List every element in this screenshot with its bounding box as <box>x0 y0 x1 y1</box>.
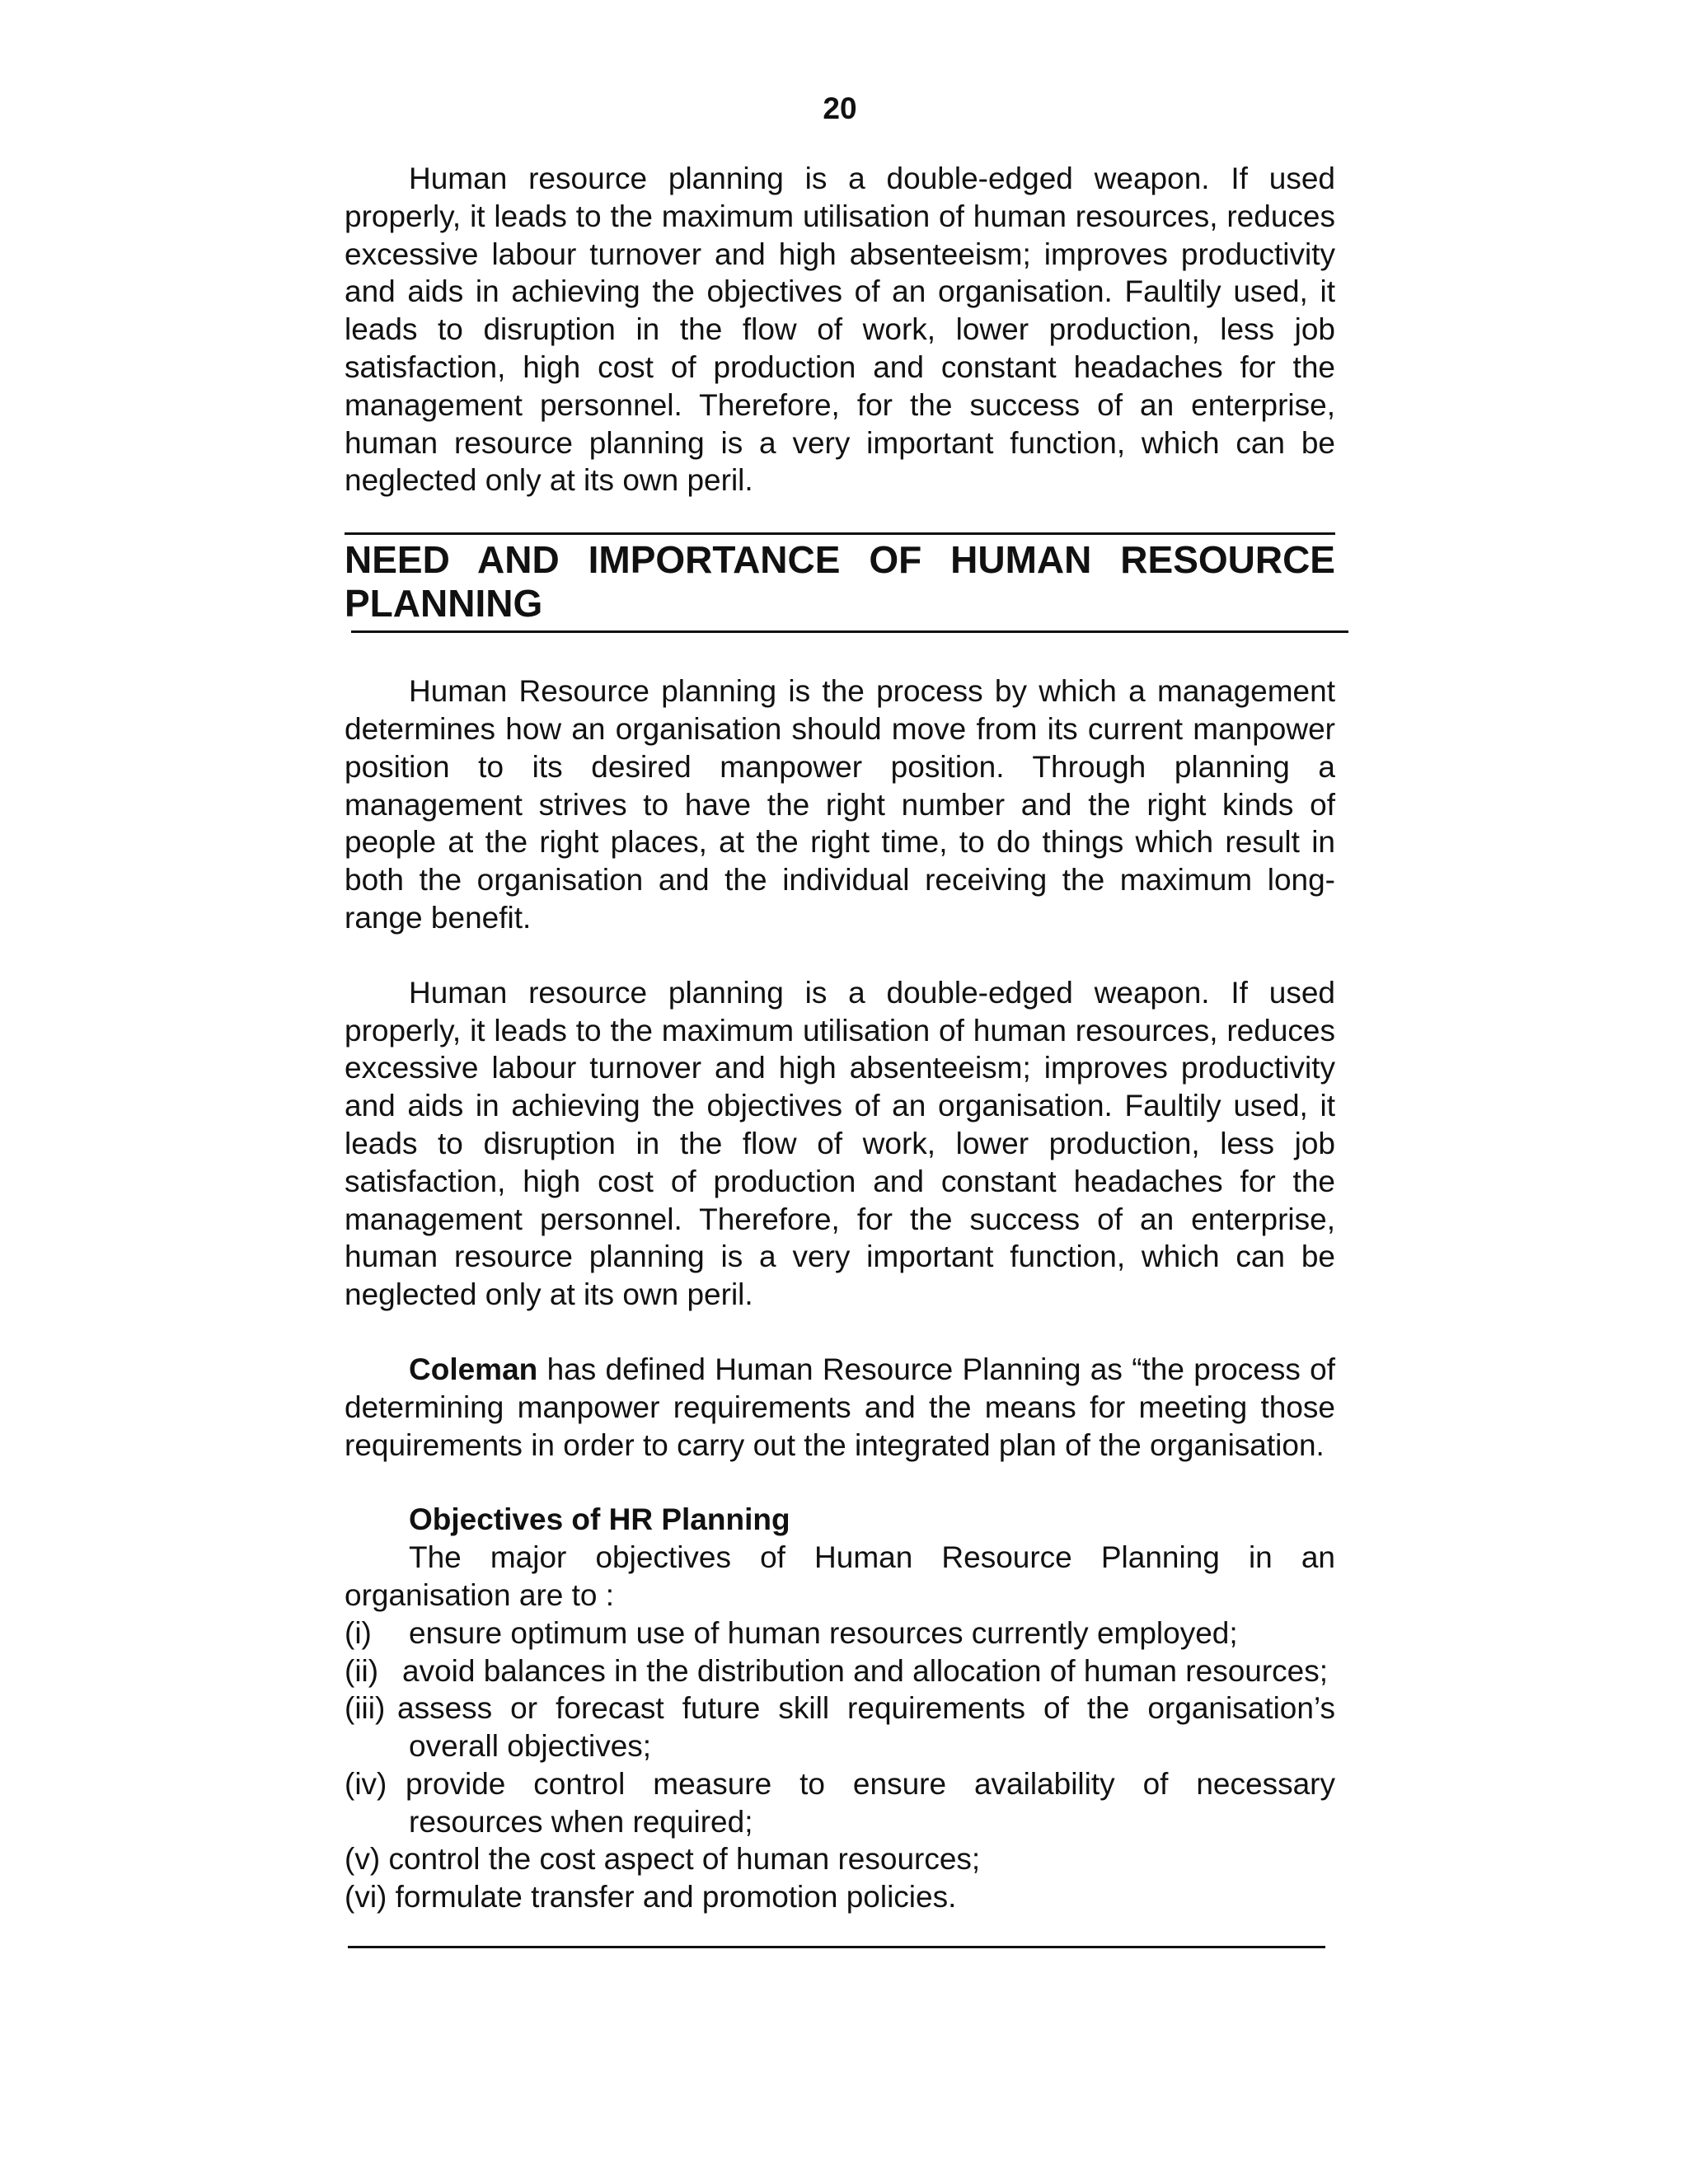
coleman-text: has defined Human Resource Planning as “the process of determining manpower requirements and the means for meeting those requirements in order to carry out the integrated plan of the organisation. <box>345 1352 1335 1462</box>
objective-item <box>345 1840 1335 1878</box>
paragraph-double-edged-weapon: Human resource planning is a double-edged weapon. If used properly, it leads to the maximum utilisation of human resources, reduces excessive labour turnover and high absenteeism; improves productivity and aids in achieving the objectives of an organisation. Faultily used, it leads to disruption in the flow of work, lower production, less job satisfaction, high cost of production and constant headaches for the management personnel. Therefore, for the success of an enterprise, human resource planning is a very important function, which can be neglected only at its own peril. <box>345 975 1335 1312</box>
objective-item <box>345 1652 1335 1690</box>
objective-marker: (i) <box>345 1615 372 1650</box>
objective-item <box>345 1690 1335 1765</box>
heading-top-rule <box>345 532 1335 535</box>
objective-text: control the cost aspect of human resources; <box>388 1842 981 1877</box>
objectives-list <box>345 1615 1335 1916</box>
page-number: 20 <box>823 91 857 125</box>
objective-marker: (ii) <box>345 1653 379 1688</box>
section-heading: NEED AND IMPORTANCE OF HUMAN RESOURCE PLANNING <box>345 538 1335 626</box>
page-end-rule <box>348 1946 1325 1948</box>
objective-item <box>345 1878 1335 1916</box>
objective-marker: (vi) <box>345 1880 387 1915</box>
objective-text: avoid balances in the distribution and allocation of human resources; <box>402 1653 1329 1688</box>
heading-bottom-rule <box>351 630 1348 633</box>
objective-item <box>345 1765 1335 1841</box>
objective-marker: (iii) <box>345 1691 386 1726</box>
objectives-intro: The major objectives of Human Resource Planning in an organisation are to : <box>345 1540 1335 1612</box>
objective-text: assess or forecast future skill requirements of the organisation’s overall objectives; <box>397 1691 1335 1764</box>
paragraph-coleman-definition <box>345 1351 1335 1464</box>
document-page <box>345 91 1335 1948</box>
objective-text: formulate transfer and promotion policies. <box>395 1880 957 1915</box>
objective-marker: (v) <box>345 1842 381 1877</box>
objective-item <box>345 1615 1335 1652</box>
objective-text: ensure optimum use of human resources currently employed; <box>409 1615 1238 1650</box>
objective-text: provide control measure to ensure availability of necessary resources when required; <box>406 1766 1335 1839</box>
paragraph-definition: Human Resource planning is the process by which a management determines how an organisation should move from its current manpower position to its desired manpower position. Through planning a management strives to have the right number and the right kinds of people at the right places, at the right time, to do things which result in both the organisation and the individual receiving the maximum long-range benefit. <box>345 674 1335 935</box>
objective-marker: (iv) <box>345 1766 387 1801</box>
intro-paragraph: Human resource planning is a double-edged weapon. If used properly, it leads to the maximum utilisation of human resources, reduces excessive labour turnover and high absenteeism; improves productivity and aids in achieving the objectives of an organisation. Faultily used, it leads to disruption in the flow of work, lower production, less job satisfaction, high cost of production and constant headaches for the management personnel. Therefore, for the success of an enterprise, human resource planning is a very important function, which can be neglected only at its own peril. <box>345 162 1335 498</box>
objectives-heading: Objectives of HR Planning <box>409 1502 790 1537</box>
coleman-name: Coleman <box>409 1352 538 1386</box>
